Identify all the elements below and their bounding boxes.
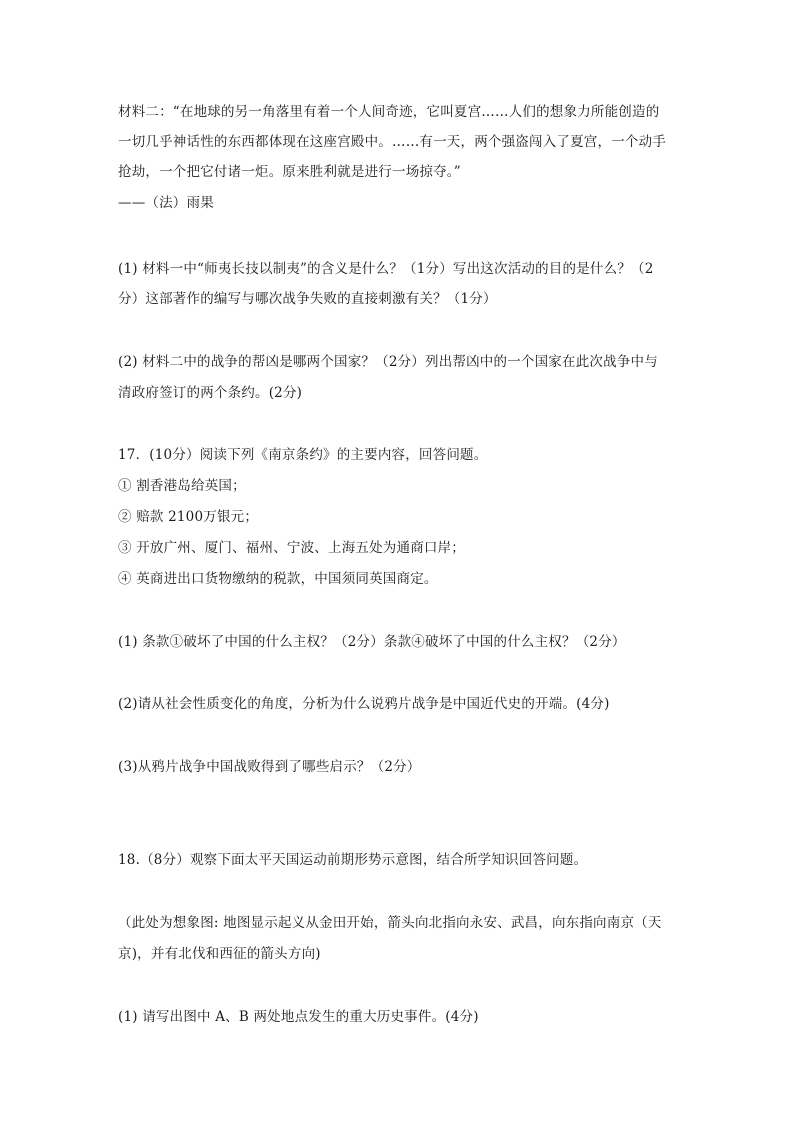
material2-line2: 一切几乎神话性的东西都体现在这座宫殿中。……有一天，两个强盗闯入了夏宫，一个动手 (118, 134, 666, 150)
q16-sub2-line1: (2) 材料二中的战争的帮凶是哪两个国家？（2分）列出帮凶中的一个国家在此次战争中与 (118, 354, 658, 370)
q18-note-line1: （此处为想象图: 地图显示起义从金田开始，箭头向北指向永安、武昌，向东指向南京（天 (118, 915, 662, 931)
q18-title: 18.（8分）观察下面太平天国运动前期形势示意图，结合所学知识回答问题。 (118, 852, 588, 868)
material2-line3: 抢劫，一个把它付诸一炬。原来胜利就是进行一场掠夺。” (118, 164, 461, 180)
q17-title: 17．(10分）阅读下列《南京条约》的主要内容，回答问题。 (118, 447, 488, 463)
q16-sub1-line1: (1) 材料一中“师夷长技以制夷”的含义是什么？（1分）写出这次活动的目的是什么？（2 (118, 261, 654, 277)
q17-sub3: (3)从鸦片战争中国战败得到了哪些启示？（2分） (118, 759, 421, 775)
material2-source: ——（法）雨果 (118, 195, 214, 211)
q16-sub2-line2: 清政府签订的两个条约。(2分) (118, 385, 303, 401)
q17-sub1: (1) 条款①破坏了中国的什么主权？（2分）条款④破坏了中国的什么主权？（2分） (118, 634, 626, 650)
material2-line1: 材料二：“在地球的另一角落里有着一个人间奇迹，它叫夏宫……人们的想象力所能创造的 (118, 104, 660, 120)
q17-item-3: ③ 开放广州、厦门、福州、宁波、上海五处为通商口岸； (118, 540, 465, 556)
q18-note-line2: 京)，并有北伐和西征的箭头方向) (118, 946, 321, 962)
q17-sub2: (2)请从社会性质变化的角度，分析为什么说鸦片战争是中国近代史的开端。(4分) (118, 696, 610, 712)
q16-sub1-line2: 分）这部著作的编写与哪次战争失败的直接刺激有关？（1分） (118, 291, 497, 307)
q17-item-4: ④ 英商进出口货物缴纳的税款，中国须同英国商定。 (118, 571, 438, 587)
q17-item-1: ① 割香港岛给英国； (118, 478, 246, 494)
q17-item-2: ② 赔款 2100万银元； (118, 509, 259, 525)
q18-sub1: (1) 请写出图中 A、B 两处地点发生的重大历史事件。(4分) (118, 1009, 479, 1025)
